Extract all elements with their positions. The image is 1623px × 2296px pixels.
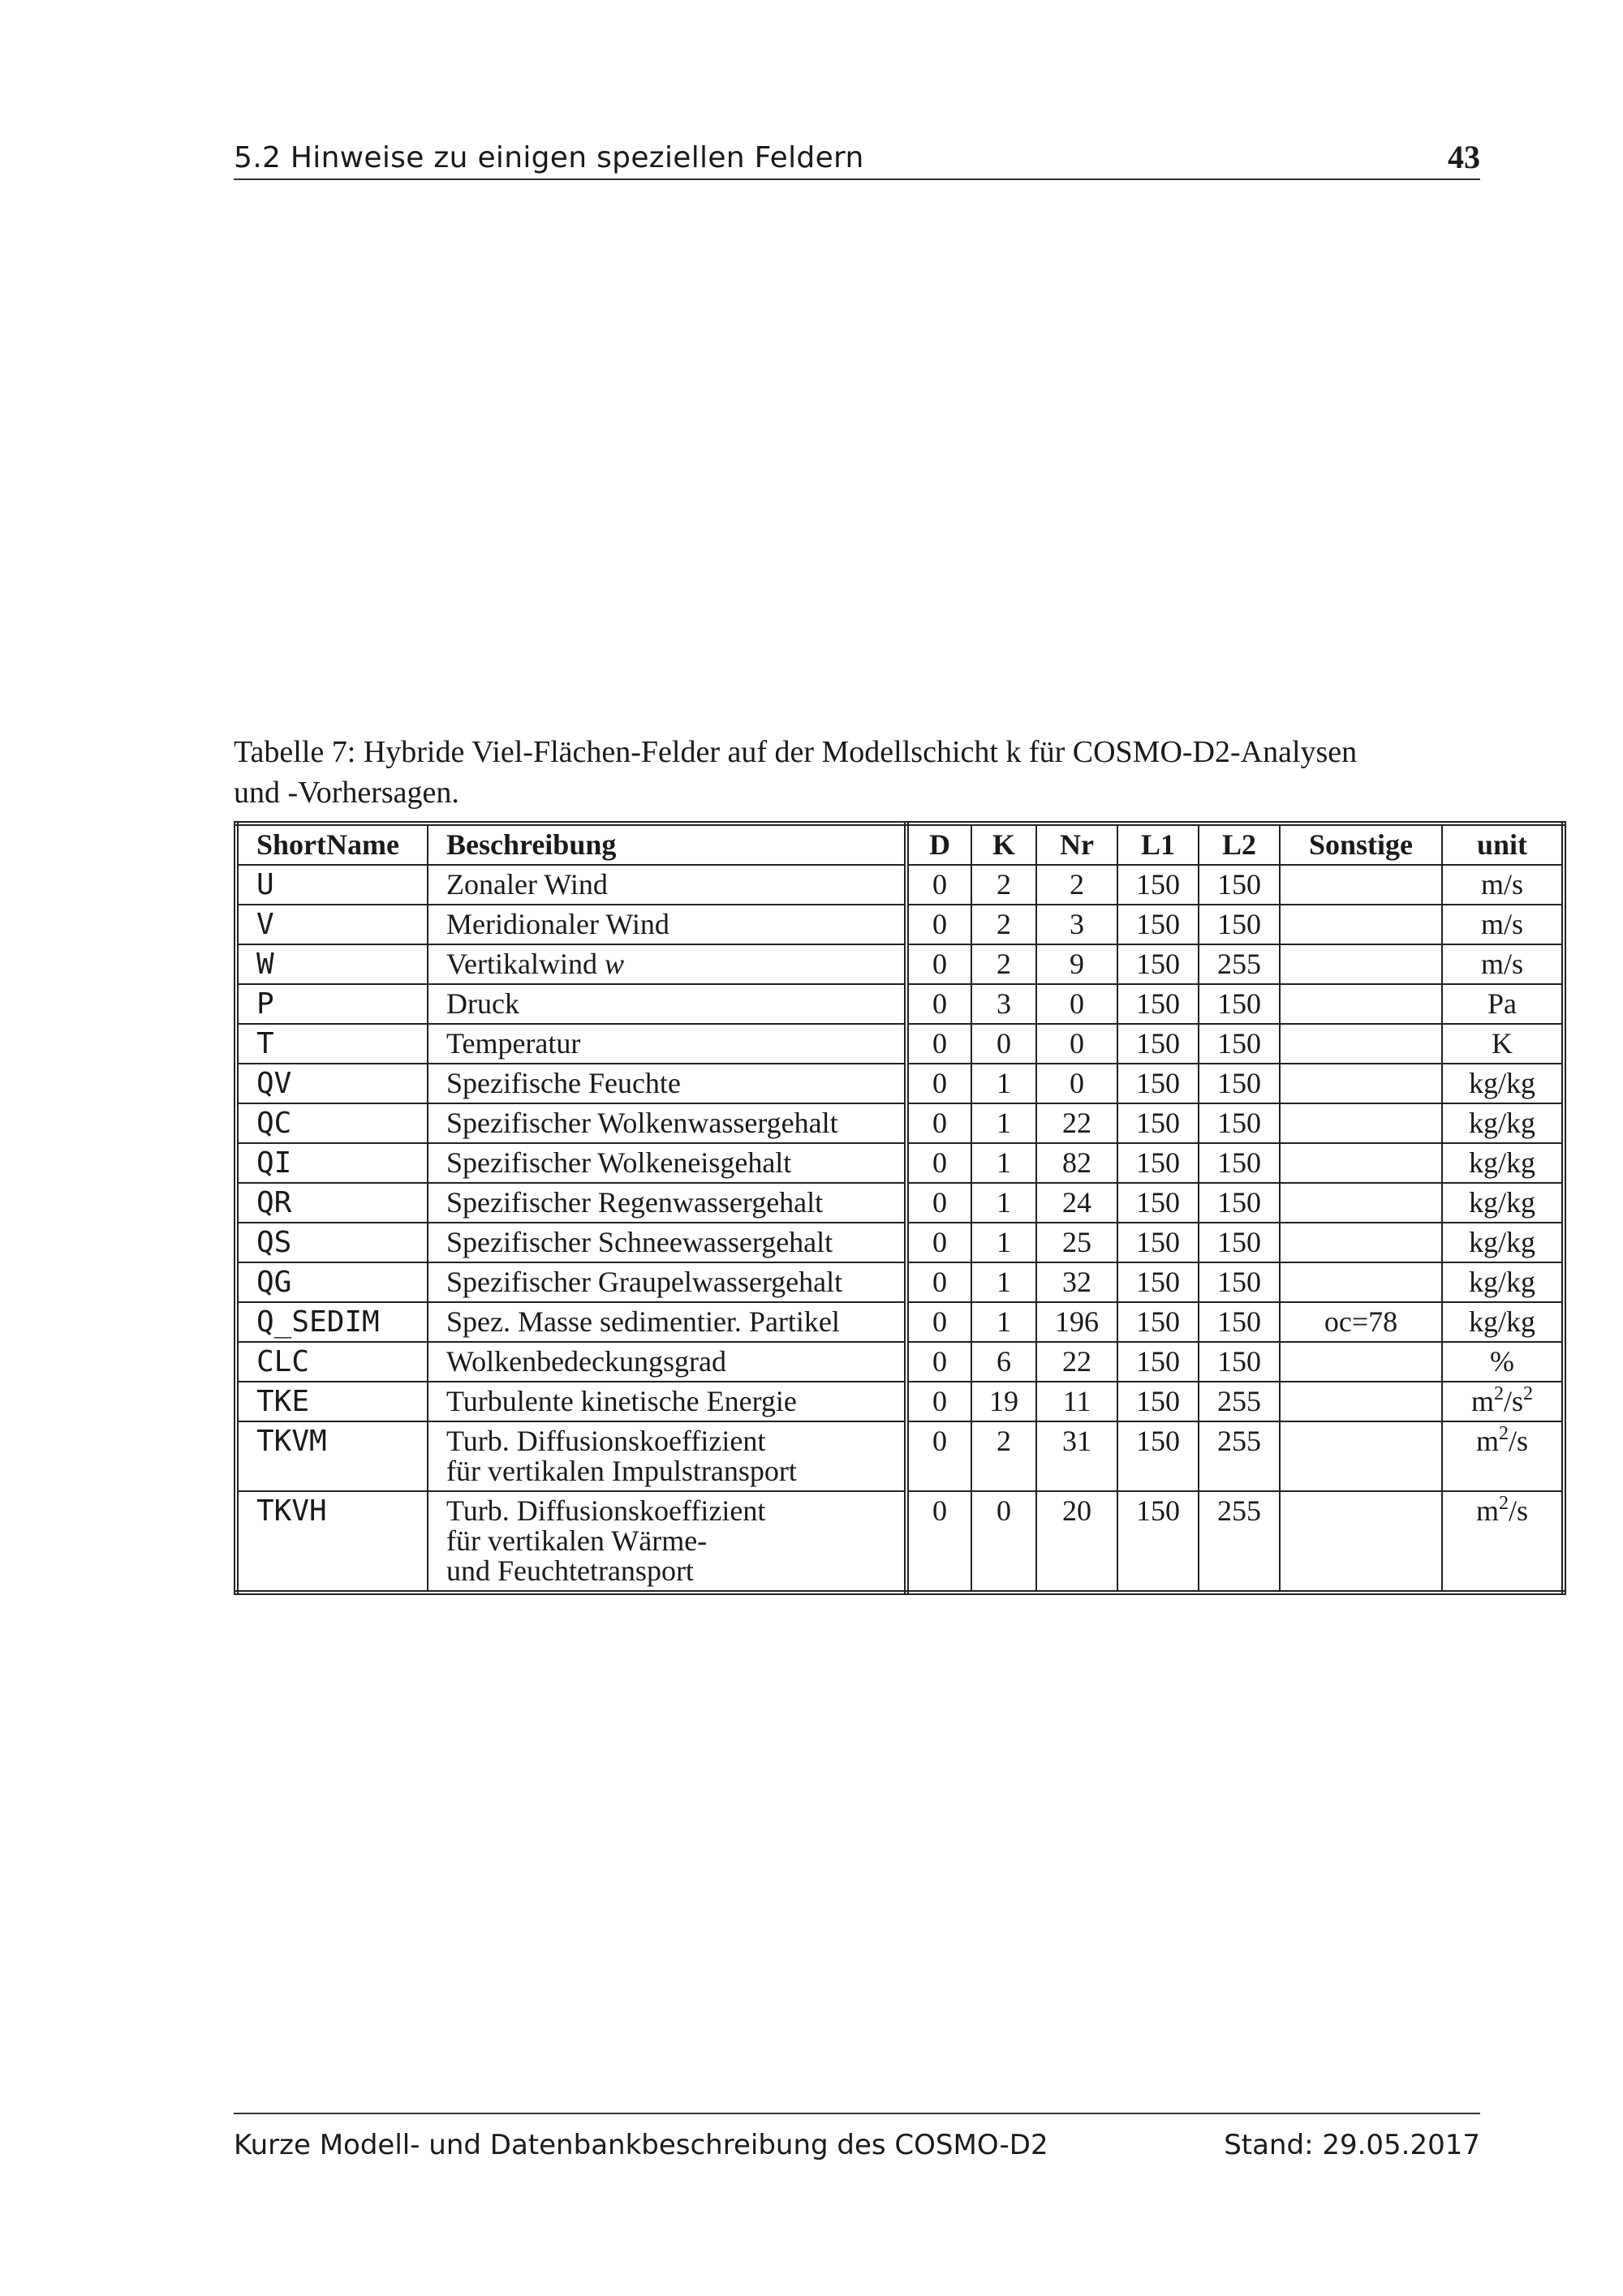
beschreibung-line: Spezifischer Schneewassergehalt [446,1226,833,1258]
cell-sonstige [1280,1024,1442,1064]
cell-shortname: QV [236,1064,428,1103]
cell-beschreibung [428,984,906,1024]
fields-table-container [234,821,1561,1595]
cell-l2: 150 [1199,1024,1280,1064]
cell-beschreibung [428,1143,906,1183]
table-row [236,1143,1564,1183]
cell-shortname: QC [236,1103,428,1143]
header-d: D [906,823,971,865]
cell-l2: 150 [1199,1103,1280,1143]
table-body [236,865,1564,1593]
cell-sonstige [1280,1342,1442,1382]
cell-d: 0 [906,1491,971,1593]
cell-beschreibung [428,1262,906,1302]
cell-d: 0 [906,905,971,944]
cell-beschreibung [428,905,906,944]
page-footer [234,2113,1480,2171]
header-shortname: ShortName [236,823,428,865]
cell-beschreibung [428,865,906,905]
cell-sonstige [1280,1421,1442,1491]
cell-shortname: V [236,905,428,944]
cell-nr: 0 [1036,1024,1117,1064]
cell-shortname: QI [236,1143,428,1183]
cell-k: 1 [971,1103,1036,1143]
cell-l1: 150 [1117,865,1199,905]
cell-unit: Pa [1442,984,1564,1024]
cell-d: 0 [906,865,971,905]
beschreibung-line: Spezifische Feuchte [446,1067,681,1099]
cell-l2: 150 [1199,905,1280,944]
cell-sonstige [1280,1382,1442,1421]
beschreibung-line: Vertikalwind w [446,948,624,980]
cell-k: 1 [971,1064,1036,1103]
beschreibung-line: für vertikalen Impulstransport [446,1455,797,1487]
beschreibung-line: für vertikalen Wärme- [446,1524,708,1557]
beschreibung-line: Wolkenbedeckungsgrad [446,1345,726,1378]
header-k: K [971,823,1036,865]
cell-l1: 150 [1117,905,1199,944]
beschreibung-line: Meridionaler Wind [446,908,669,940]
cell-d: 0 [906,1024,971,1064]
cell-shortname: QS [236,1223,428,1262]
cell-unit: kg/kg [1442,1262,1564,1302]
cell-nr: 82 [1036,1143,1117,1183]
cell-d: 0 [906,1143,971,1183]
table-row [236,1382,1564,1421]
header-sonstige: Sonstige [1280,823,1442,865]
cell-k: 3 [971,984,1036,1024]
table-row [236,1342,1564,1382]
cell-shortname: TKE [236,1382,428,1421]
cell-k: 1 [971,1302,1036,1342]
cell-l2: 150 [1199,1143,1280,1183]
cell-d: 0 [906,1183,971,1223]
cell-unit: $m^2/s^2$ [1442,1382,1564,1421]
cell-beschreibung [428,1382,906,1421]
cell-k: 2 [971,905,1036,944]
cell-k: 2 [971,1421,1036,1491]
cell-beschreibung [428,1302,906,1342]
cell-l1: 150 [1117,1024,1199,1064]
cell-shortname: Q_SEDIM [236,1302,428,1342]
cell-d: 0 [906,1262,971,1302]
cell-k: 19 [971,1382,1036,1421]
cell-nr: 9 [1036,944,1117,984]
cell-sonstige [1280,944,1442,984]
page-number: 43 [1448,139,1480,175]
cell-k: 2 [971,944,1036,984]
cell-d: 0 [906,1342,971,1382]
cell-sonstige [1280,865,1442,905]
fields-table [234,821,1566,1595]
cell-nr: 25 [1036,1223,1117,1262]
caption-line-2: und -Vorhersagen. [234,776,459,810]
cell-l1: 150 [1117,1143,1199,1183]
table-row [236,1262,1564,1302]
cell-d: 0 [906,984,971,1024]
cell-nr: 24 [1036,1183,1117,1223]
cell-l2: 150 [1199,1223,1280,1262]
cell-l2: 255 [1199,944,1280,984]
cell-shortname: TKVM [236,1421,428,1491]
cell-beschreibung [428,1024,906,1064]
cell-nr: 0 [1036,1064,1117,1103]
cell-nr: 22 [1036,1342,1117,1382]
cell-beschreibung [428,944,906,984]
beschreibung-line: Druck [446,987,519,1020]
cell-unit: kg/kg [1442,1064,1564,1103]
cell-unit: m/s [1442,865,1564,905]
beschreibung-line: Spezifischer Wolkeneisgehalt [446,1146,792,1179]
table-row [236,1024,1564,1064]
cell-nr: 11 [1036,1382,1117,1421]
header-unit: unit [1442,823,1564,865]
header-beschreibung: Beschreibung [428,823,906,865]
cell-l1: 150 [1117,1183,1199,1223]
cell-l2: 150 [1199,1183,1280,1223]
table-row [236,1491,1564,1593]
cell-nr: 0 [1036,984,1117,1024]
cell-sonstige [1280,1103,1442,1143]
cell-beschreibung [428,1103,906,1143]
cell-nr: 22 [1036,1103,1117,1143]
cell-shortname: CLC [236,1342,428,1382]
cell-l2: 150 [1199,1064,1280,1103]
cell-unit: m/s [1442,905,1564,944]
cell-k: 0 [971,1024,1036,1064]
cell-l1: 150 [1117,944,1199,984]
cell-beschreibung [428,1183,906,1223]
header-nr: Nr [1036,823,1117,865]
cell-sonstige [1280,1262,1442,1302]
cell-sonstige [1280,1491,1442,1593]
table-row [236,865,1564,905]
cell-k: 1 [971,1183,1036,1223]
table-row [236,1064,1564,1103]
cell-l2: 255 [1199,1421,1280,1491]
cell-d: 0 [906,1103,971,1143]
page-header [234,138,1480,180]
cell-unit: kg/kg [1442,1183,1564,1223]
cell-nr: 2 [1036,865,1117,905]
cell-l2: 150 [1199,1302,1280,1342]
cell-beschreibung [428,1064,906,1103]
cell-l1: 150 [1117,1064,1199,1103]
cell-l1: 150 [1117,1103,1199,1143]
footer-document-title: Kurze Modell- und Datenbankbeschreibung des COSMO-D2 [234,2129,1048,2161]
header-l1: L1 [1117,823,1199,865]
cell-l2: 255 [1199,1491,1280,1593]
cell-sonstige [1280,1143,1442,1183]
cell-d: 0 [906,1382,971,1421]
table-header-row [236,823,1564,865]
table-row [236,905,1564,944]
cell-shortname: QR [236,1183,428,1223]
cell-l2: 150 [1199,865,1280,905]
table-row [236,944,1564,984]
cell-d: 0 [906,944,971,984]
table-row [236,1421,1564,1491]
cell-l1: 150 [1117,1491,1199,1593]
cell-sonstige [1280,984,1442,1024]
beschreibung-line: Spezifischer Wolkenwassergehalt [446,1107,838,1139]
cell-nr: 3 [1036,905,1117,944]
cell-sonstige [1280,1223,1442,1262]
cell-d: 0 [906,1302,971,1342]
beschreibung-line: Temperatur [446,1027,581,1060]
beschreibung-line: Zonaler Wind [446,868,608,901]
cell-k: 1 [971,1223,1036,1262]
cell-sonstige: oc=78 [1280,1302,1442,1342]
cell-beschreibung [428,1342,906,1382]
cell-k: 6 [971,1342,1036,1382]
table-row [236,1223,1564,1262]
table-row [236,1183,1564,1223]
cell-d: 0 [906,1223,971,1262]
cell-l1: 150 [1117,1262,1199,1302]
cell-unit: kg/kg [1442,1302,1564,1342]
table-row [236,984,1564,1024]
cell-unit: m/s [1442,944,1564,984]
cell-unit: kg/kg [1442,1103,1564,1143]
cell-k: 0 [971,1491,1036,1593]
beschreibung-line: und Feuchtetransport [446,1554,694,1587]
math-variable: w [604,948,624,980]
cell-l2: 150 [1199,1262,1280,1302]
cell-l2: 150 [1199,1342,1280,1382]
cell-d: 0 [906,1421,971,1491]
cell-beschreibung [428,1421,906,1491]
cell-l2: 255 [1199,1382,1280,1421]
cell-unit: K [1442,1024,1564,1064]
table-caption [234,732,1480,813]
cell-k: 2 [971,865,1036,905]
cell-l2: 150 [1199,984,1280,1024]
cell-shortname: TKVH [236,1491,428,1593]
table-row [236,1103,1564,1143]
cell-l1: 150 [1117,1421,1199,1491]
cell-shortname: T [236,1024,428,1064]
cell-nr: 31 [1036,1421,1117,1491]
cell-k: 1 [971,1262,1036,1302]
cell-nr: 196 [1036,1302,1117,1342]
cell-unit: $m^2/s$ [1442,1491,1564,1593]
cell-sonstige [1280,905,1442,944]
footer-date: Stand: 29.05.2017 [1224,2129,1480,2161]
cell-beschreibung [428,1223,906,1262]
cell-unit: kg/kg [1442,1143,1564,1183]
cell-shortname: W [236,944,428,984]
cell-beschreibung [428,1491,906,1593]
caption-line-1: Tabelle 7: Hybride Viel-Flächen-Felder auf der Modellschicht k für COSMO-D2-Analysen [234,735,1358,769]
cell-k: 1 [971,1143,1036,1183]
cell-nr: 32 [1036,1262,1117,1302]
cell-l1: 150 [1117,984,1199,1024]
cell-unit: kg/kg [1442,1223,1564,1262]
cell-l1: 150 [1117,1302,1199,1342]
cell-unit: % [1442,1342,1564,1382]
cell-d: 0 [906,1064,971,1103]
beschreibung-line: Spezifischer Graupelwassergehalt [446,1266,843,1298]
cell-sonstige [1280,1183,1442,1223]
cell-sonstige [1280,1064,1442,1103]
header-l2: L2 [1199,823,1280,865]
table-row [236,1302,1564,1342]
beschreibung-line: Turb. Diffusionskoeffizient [446,1494,766,1527]
beschreibung-line: Turbulente kinetische Energie [446,1385,797,1417]
section-title: 5.2 Hinweise zu einigen speziellen Feldern [234,141,864,174]
beschreibung-line: Turb. Diffusionskoeffizient [446,1425,766,1457]
beschreibung-line: Spezifischer Regenwassergehalt [446,1186,824,1219]
cell-l1: 150 [1117,1382,1199,1421]
cell-l1: 150 [1117,1342,1199,1382]
cell-unit: $m^2/s$ [1442,1421,1564,1491]
cell-shortname: QG [236,1262,428,1302]
beschreibung-line: Spez. Masse sedimentier. Partikel [446,1305,840,1338]
cell-nr: 20 [1036,1491,1117,1593]
cell-l1: 150 [1117,1223,1199,1262]
cell-shortname: U [236,865,428,905]
cell-shortname: P [236,984,428,1024]
